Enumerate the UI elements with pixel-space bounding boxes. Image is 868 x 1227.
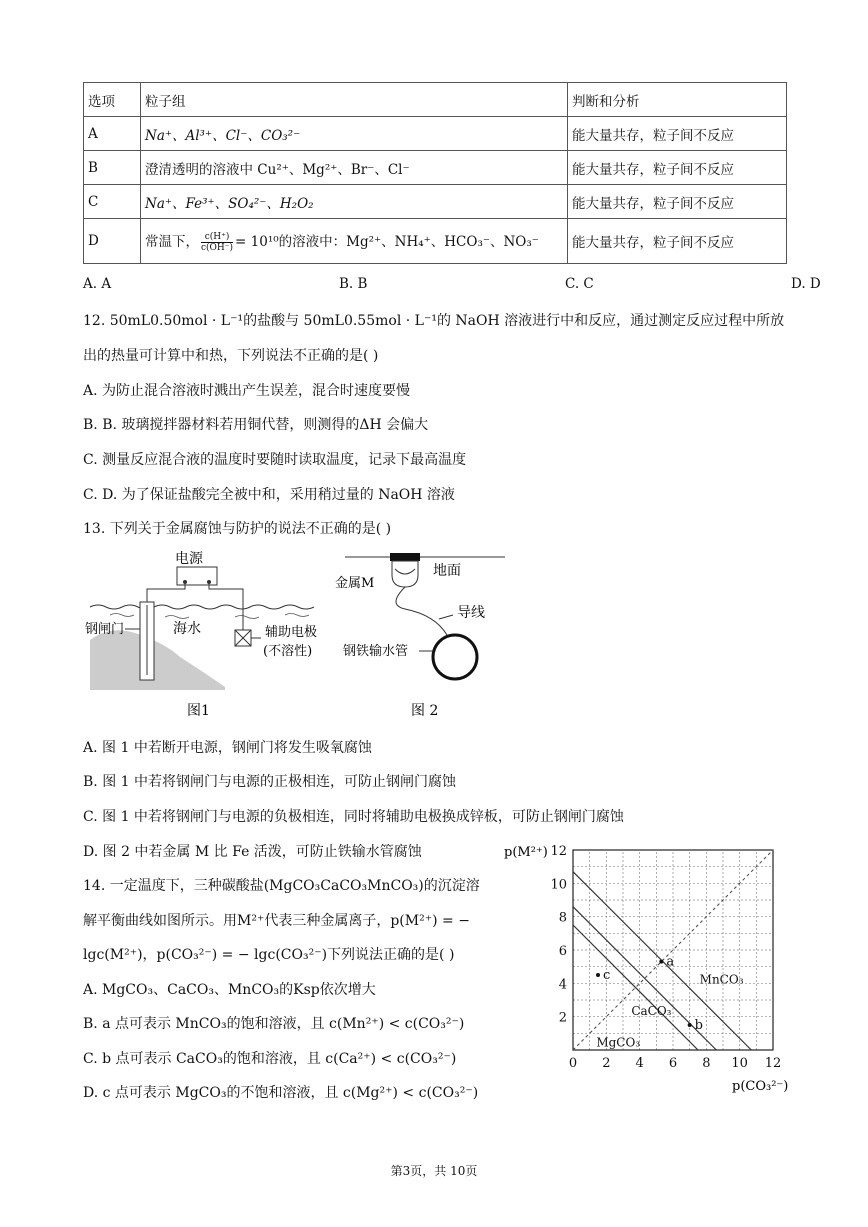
- q12-option-c: C. 测量反应混合液的温度时要随时读取温度，记录下最高温度: [83, 452, 467, 468]
- table-cell-group: [141, 219, 568, 264]
- sea-surface-wave: [90, 605, 314, 609]
- point-label: b: [694, 1018, 703, 1033]
- q12-option-b: B. B. 玻璃搅拌器材料若用铜代替，则测得的ΔH 会偏大: [83, 417, 429, 433]
- table-cell-option: C: [84, 185, 141, 219]
- gate-label: 钢闸门: [85, 622, 125, 637]
- fig2-caption: 图 2: [411, 703, 439, 719]
- y-tick-label: 8: [558, 910, 567, 926]
- table-header-cell: 粒子组: [141, 83, 568, 117]
- figure-2: [335, 545, 515, 725]
- q11-choice-b: B. B: [339, 276, 368, 292]
- table-cell-group: [141, 185, 568, 219]
- x-tick-label: 12: [764, 1056, 782, 1071]
- shore-shape: [90, 630, 225, 690]
- y-tick-label: 2: [558, 1010, 567, 1026]
- q13-option-b: B. 图 1 中若将钢闸门与电源的正极相连，可防止钢闸门腐蚀: [83, 774, 456, 790]
- table-header-row: [84, 83, 787, 117]
- y-tick-label: 6: [558, 944, 567, 959]
- table-header-cell: 判断和分析: [568, 83, 787, 117]
- page-footer: 第3页，共 10页: [390, 1164, 478, 1178]
- series-label: MnCO₃: [699, 972, 744, 987]
- x-tick-label: 0: [568, 1056, 578, 1071]
- wire-label: 导线: [457, 605, 485, 621]
- ground-cap: [390, 553, 420, 561]
- fraction-numerator: c(H⁺): [201, 232, 233, 243]
- solubility-chart: [500, 838, 800, 1100]
- group-text: Na⁺、Fe³⁺、SO₄²⁻、H₂O₂: [145, 195, 314, 212]
- table-row: [84, 151, 787, 185]
- x-tick-label: 6: [668, 1056, 678, 1071]
- table-cell-judge: 能大量共存，粒子间不反应: [568, 219, 787, 264]
- point-label: a: [666, 954, 675, 970]
- q11-choice-c: C. C: [565, 276, 594, 292]
- table-cell-option: B: [84, 151, 141, 185]
- data-point: [688, 1023, 692, 1027]
- table-cell-option: D: [84, 219, 141, 264]
- point-label: c: [603, 968, 611, 983]
- table-cell-judge: 能大量共存，粒子间不反应: [568, 151, 787, 185]
- q14-stem-line3: lgc(M²⁺)，p(CO₃²⁻) = − lgc(CO₃²⁻)下列说法正确的是( ): [83, 947, 455, 963]
- q12-stem-line2: 出的热量可计算中和热，下列说法不正确的是( ): [83, 348, 379, 364]
- aux-label: 辅助电极: [265, 625, 318, 640]
- q13-option-d: D. 图 2 中若金属 M 比 Fe 活泼，可防止铁输水管腐蚀: [83, 844, 422, 860]
- q13-option-c: C. 图 1 中若将钢闸门与电源的负极相连，同时将辅助电极换成锌板，可防止钢闸门腐蚀: [83, 809, 624, 825]
- table-cell-option: A: [84, 117, 141, 151]
- table-row: [84, 185, 787, 219]
- group-suffix: = 10¹⁰的溶液中：Mg²⁺、NH₄⁺、HCO₃⁻、NO₃⁻: [235, 233, 539, 250]
- x-tick-label: 4: [635, 1056, 644, 1071]
- table-cell-group: 澄清透明的溶液中 Cu²⁺、Mg²⁺、Br⁻、Cl⁻: [141, 151, 568, 185]
- y-tick-label: 4: [558, 977, 567, 993]
- q12-stem-line1: 12. 50mL0.50mol · L⁻¹的盐酸与 50mL0.55mol · L⁻¹的 NaOH 溶液进行中和反应，通过测定反应过程中所放: [83, 313, 785, 329]
- q12-option-a: A. 为防止混合溶液时溅出产生误差，混合时速度要慢: [83, 383, 411, 399]
- x-tick-label: 8: [702, 1056, 711, 1071]
- x-tick-label: 10: [731, 1056, 748, 1071]
- q12-option-d: C. D. 为了保证盐酸完全被中和，采用稍过量的 NaOH 溶液: [83, 487, 455, 503]
- group-prefix: 常温下，: [145, 233, 199, 250]
- y-tick-label: 10: [550, 877, 567, 893]
- q11-choice-d: D. D: [791, 276, 821, 292]
- leader-line: [439, 615, 453, 619]
- table-header-cell: 选项: [84, 83, 141, 117]
- q11-choice-a: A. A: [83, 276, 112, 292]
- series-label: MgCO₃: [596, 1035, 641, 1050]
- fig1-caption: 图1: [187, 703, 210, 719]
- fraction-denominator: c(OH⁻): [201, 242, 234, 253]
- x-tick-label: 2: [602, 1056, 611, 1071]
- pipe-label: 钢铁输水管: [343, 644, 409, 659]
- q14-stem-line1: 14. 一定温度下，三种碳酸盐(MgCO₃CaCO₃MnCO₃)的沉淀溶: [83, 878, 480, 894]
- group-text: Na⁺、Al³⁺、Cl⁻、CO₃²⁻: [145, 127, 301, 144]
- q14-stem-line2: 解平衡曲线如图所示。用M²⁺代表三种金属离子，p(M²⁺) = −: [83, 913, 470, 929]
- options-table: [83, 82, 787, 264]
- table-row: [84, 117, 787, 151]
- pipe-circle: [433, 635, 477, 679]
- power-label: 电源: [175, 551, 203, 567]
- power-box: [177, 567, 217, 585]
- q14-option-d: D. c 点可表示 MgCO₃的不饱和溶液，且 c(Mg²⁺) < c(CO₃²⁻): [83, 1085, 479, 1101]
- aux-label-2: (不溶性): [263, 644, 313, 659]
- q13-option-a: A. 图 1 中若断开电源，钢闸门将发生吸氧腐蚀: [83, 740, 372, 756]
- figure-1: [85, 545, 335, 725]
- x-axis-label: p(CO₃²⁻): [732, 1079, 789, 1094]
- q13-stem: 13. 下列关于金属腐蚀与防护的说法不正确的是( ): [83, 521, 392, 537]
- table-cell-group: [141, 117, 568, 151]
- ground-label: 地面: [433, 563, 461, 579]
- table-row: [84, 219, 787, 264]
- y-tick-label: 12: [550, 844, 567, 859]
- q14-option-a: A. MgCO₃、CaCO₃、MnCO₃的Ksp依次增大: [83, 982, 376, 998]
- data-point: [596, 973, 600, 977]
- q14-option-b: B. a 点可表示 MnCO₃的饱和溶液，且 c(Mn²⁺) < c(CO₃²⁻): [83, 1016, 465, 1032]
- series-label: CaCO₃: [631, 1004, 672, 1018]
- data-point: [659, 960, 663, 964]
- wire-curve: [396, 587, 447, 635]
- table-cell-judge: 能大量共存，粒子间不反应: [568, 185, 787, 219]
- table-cell-judge: 能大量共存，粒子间不反应: [568, 117, 787, 151]
- y-axis-label: p(M²⁺): [504, 845, 548, 860]
- fraction: [201, 232, 233, 253]
- sea-label: 海水: [173, 621, 201, 637]
- q14-option-c: C. b 点可表示 CaCO₃的饱和溶液，且 c(Ca²⁺) < c(CO₃²⁻): [83, 1051, 457, 1067]
- metal-label: 金属M: [335, 576, 375, 591]
